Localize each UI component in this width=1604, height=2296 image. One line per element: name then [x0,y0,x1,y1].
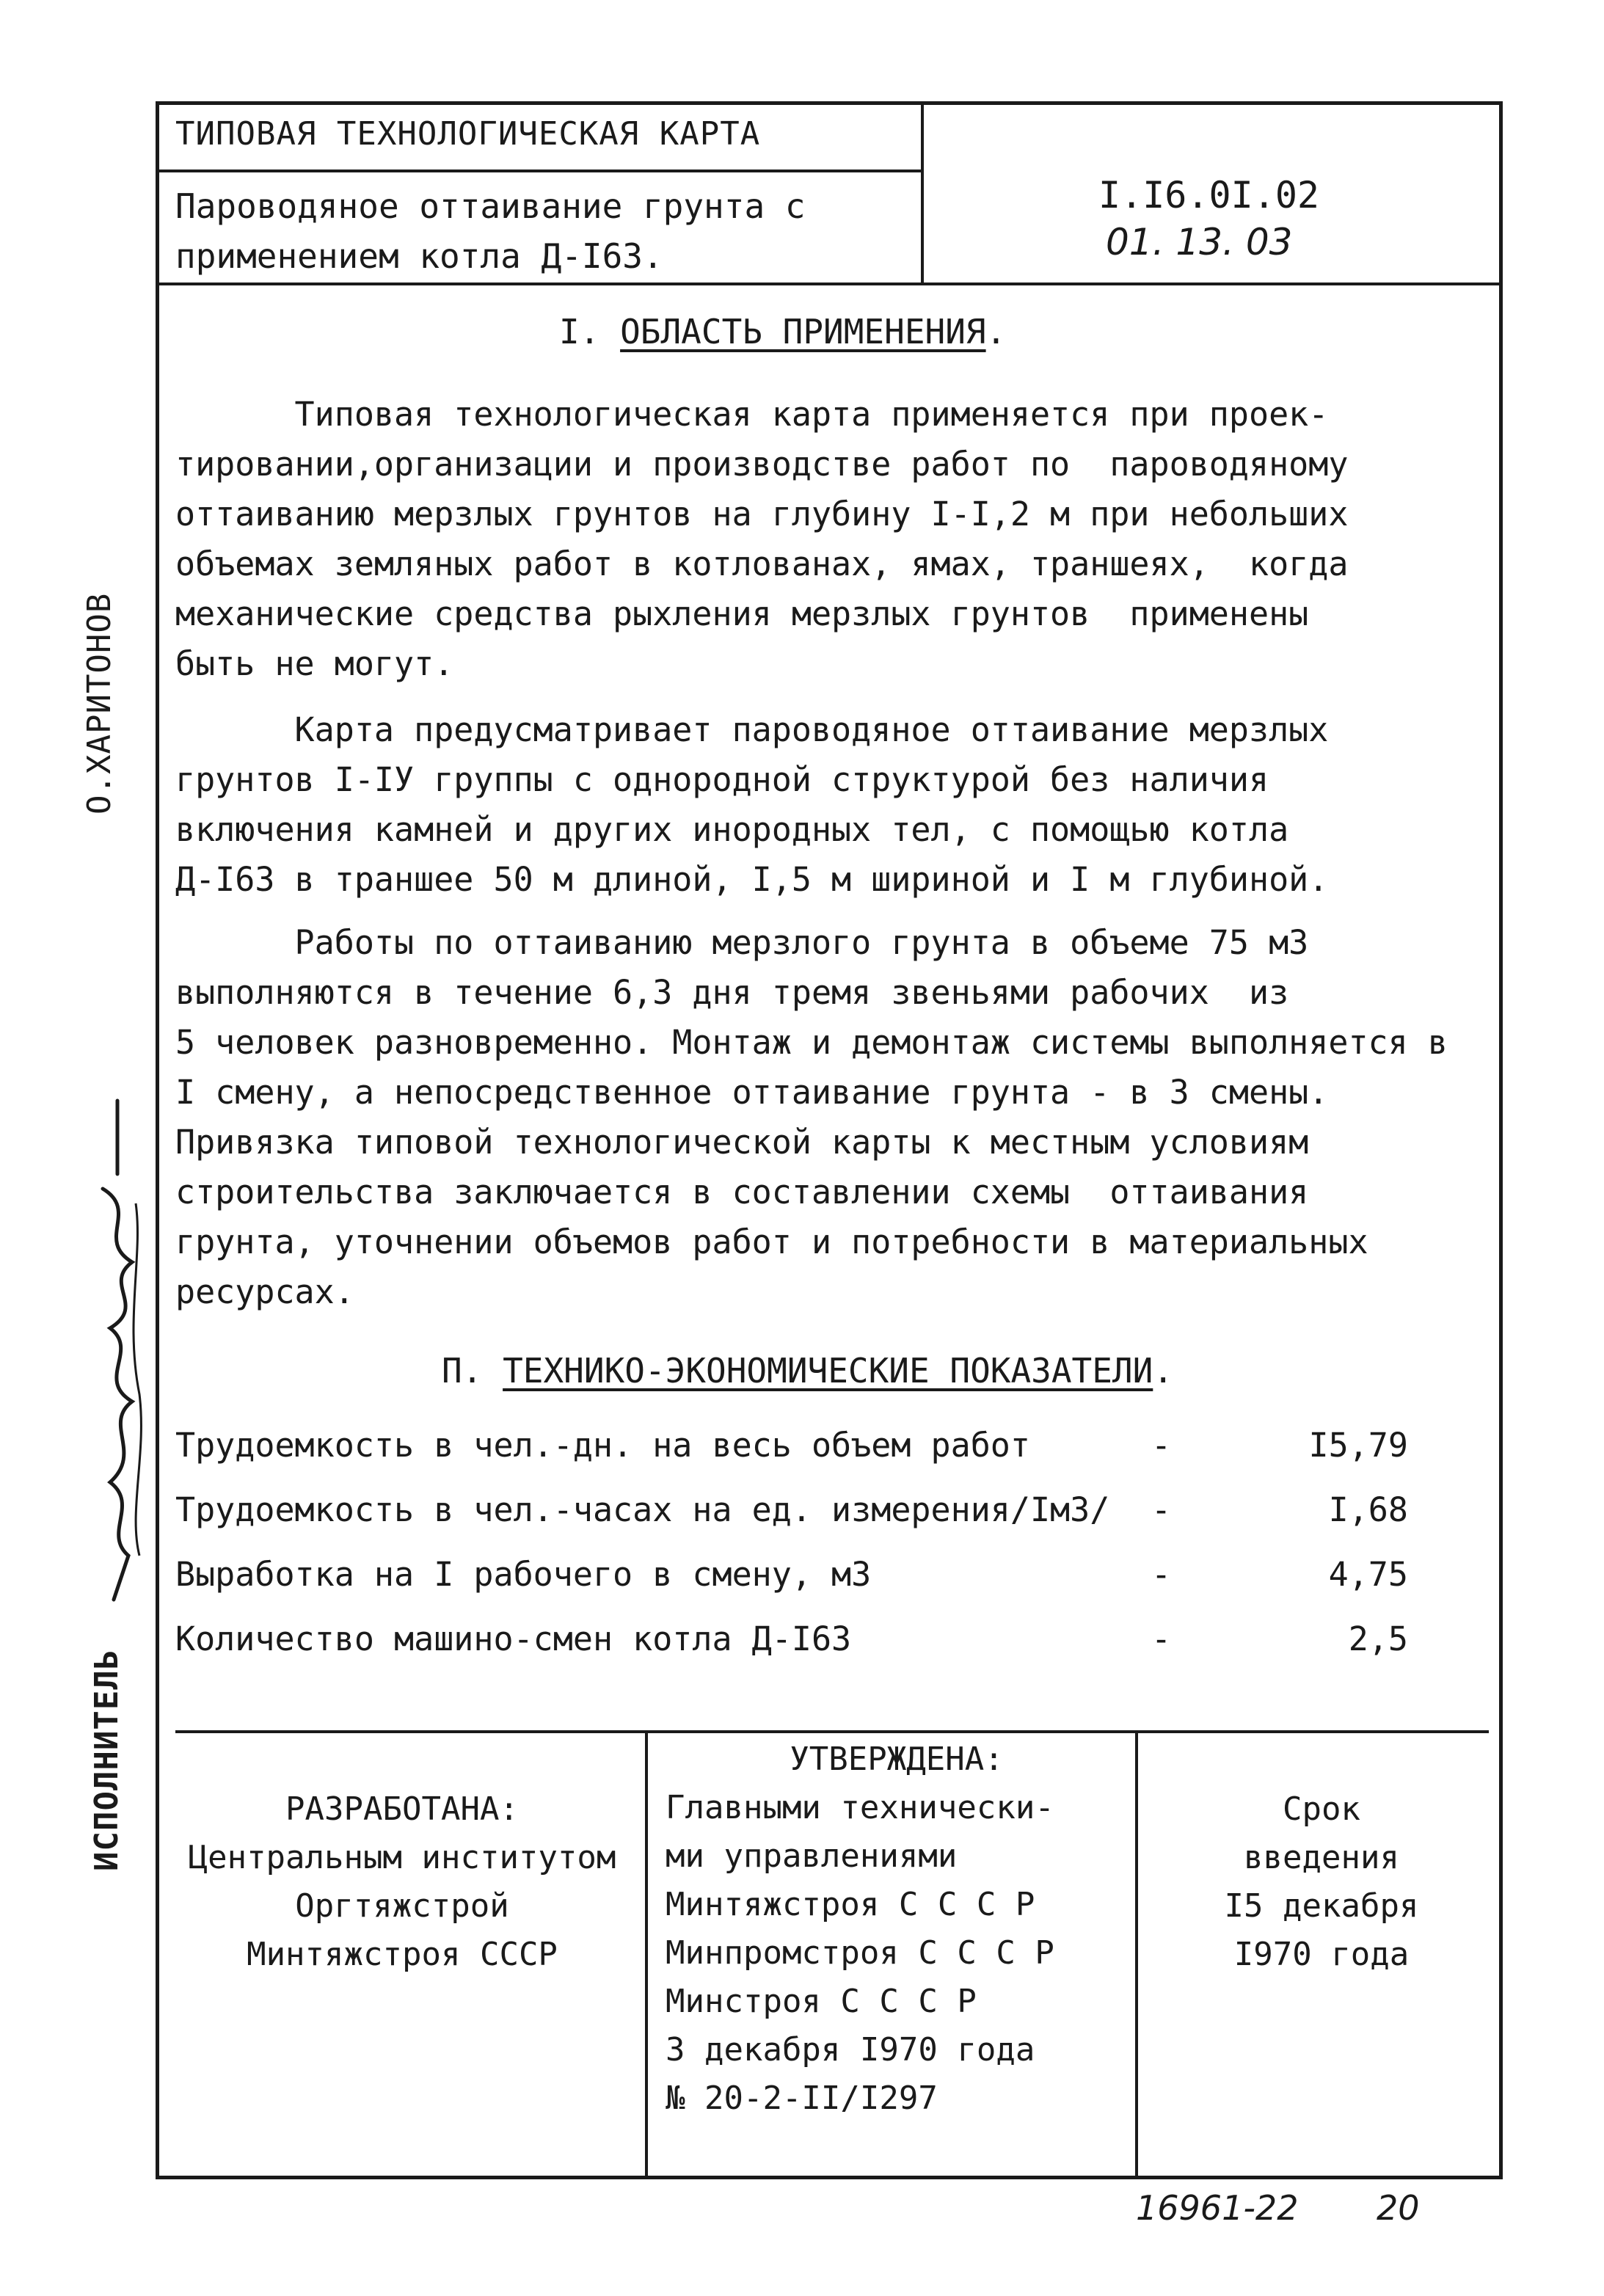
indicator-value: I,68 [1328,1490,1408,1529]
section-1-paragraph-1: Типовая технологическая карта применяется при проек- тировании,организации и производстве работ по пароводяному оттаиванию мерзлых грунтов на глубину I-I,2 м при небольших объемах земляных работ в котлованах, ямах, траншеях, когда механические средства рыхления мерзлых грунтов применены быть не могут. [175,395,1349,683]
approved-by-line: Минстроя С С С Р [666,1983,977,2020]
developed-by-block [159,1785,645,1979]
indicator-row [175,1555,1408,1606]
approval-top-rule [175,1730,1489,1733]
developed-by-heading: РАЗРАБОТАНА: [285,1790,519,1828]
developed-by-line: Центральным институтом [188,1839,616,1876]
indicator-value: 4,75 [1328,1555,1408,1594]
approved-by-line: Минтяжстроя С С С Р [666,1886,1035,1923]
section-1-number: I. [559,312,600,351]
indicator-row [175,1426,1408,1477]
indicator-value: 2,5 [1348,1619,1408,1658]
margin-role: ИСПОЛНИТЕЛЬ [88,1649,125,1871]
header-divider [921,105,924,283]
section-1-paragraph-2: Карта предусматривает пароводяное оттаивание мерзлых грунтов I-IУ группы с однородной структурой без наличия включения камней и других инородных тел, с помощью котла Д-I63 в траншее 50 м длиной, I,5 м шириной и I м глубиной. [175,710,1329,899]
document-code: I.I6.0I.02 [1098,174,1320,216]
footer-page-number: 20 [1377,2188,1420,2228]
effective-date-line: I970 года [1233,1936,1410,1973]
section-1-title: I. ОБЛАСТЬ ПРИМЕНЕНИЯ. [559,312,1007,351]
effective-date-block [1138,1785,1505,1979]
indicator-dash: - [1151,1619,1172,1658]
effective-date-line: введения [1244,1839,1399,1876]
header-bottom-rule [159,283,1499,285]
footer-document-number: 16961-22 [1136,2188,1299,2228]
effective-date-line: Срок [1283,1790,1360,1828]
approved-by-line: Главными технически- [666,1789,1054,1826]
document-code-handwritten: 01. 13. 03 [1106,221,1293,263]
section-1-paragraph-3: Работы по оттаиванию мерзлого грунта в объеме 75 м3 выполняются в течение 6,3 дня тремя звеньями рабочих из 5 человек разновременно. Монтаж и демонтаж системы выполняется в I смену, а непосредственное оттаивание грунта - в 3 смены. Привязка типовой технологической карты к местным условиям строительства заключается в составлении схемы оттаивания грунта, уточнении объемов работ и потребности в материальных ресурсах. [175,923,1448,1311]
approved-by-line: Минпромстроя С С С Р [666,1934,1054,1972]
handwritten-signature [73,1086,161,1644]
approval-divider [645,1730,648,2179]
indicator-dash: - [1151,1490,1172,1529]
margin-name: О.ХАРИТОНОВ [81,592,118,814]
approved-by-line: 3 декабря I970 года [666,2031,1035,2069]
indicator-dash: - [1151,1555,1172,1594]
document-frame [156,101,1503,2179]
section-2-number: П. [442,1351,483,1391]
approved-by-block [666,1735,1128,2123]
developed-by-line: Оргтяжстрой [295,1887,509,1925]
developed-by-line: Минтяжстроя СССР [247,1936,558,1973]
effective-date-line: I5 декабря [1224,1887,1419,1925]
header-subtitle: Пароводяное оттаивание грунта с применением котла Д-I63. [175,186,806,276]
section-1-heading: ОБЛАСТЬ ПРИМЕНЕНИЯ [620,312,986,351]
approved-by-line: ми управлениями [666,1837,958,1875]
approved-by-line: № 20-2-II/I297 [666,2080,938,2117]
indicator-dash: - [1151,1426,1172,1465]
section-2-title: П. ТЕХНИКО-ЭКОНОМИЧЕСКИЕ ПОКАЗАТЕЛИ. [442,1351,1174,1391]
indicator-row [175,1490,1408,1542]
indicator-label: Количество машино-смен котла Д-I63 [175,1619,852,1658]
indicator-label: Трудоемкость в чел.-часах на ед. измерения/Iм3/ [175,1490,1110,1529]
header-title-cell [159,105,921,172]
indicator-value: I5,79 [1308,1426,1408,1465]
indicator-row [175,1619,1408,1671]
indicator-label: Трудоемкость в чел.-дн. на весь объем работ [175,1426,1030,1465]
approved-by-heading: УТВЕРЖДЕНА: [790,1741,1004,1778]
header-title: ТИПОВАЯ ТЕХНОЛОГИЧЕСКАЯ КАРТА [175,115,761,153]
section-2-heading: ТЕХНИКО-ЭКОНОМИЧЕСКИЕ ПОКАЗАТЕЛИ [503,1351,1153,1391]
indicator-label: Выработка на I рабочего в смену, м3 [175,1555,872,1594]
